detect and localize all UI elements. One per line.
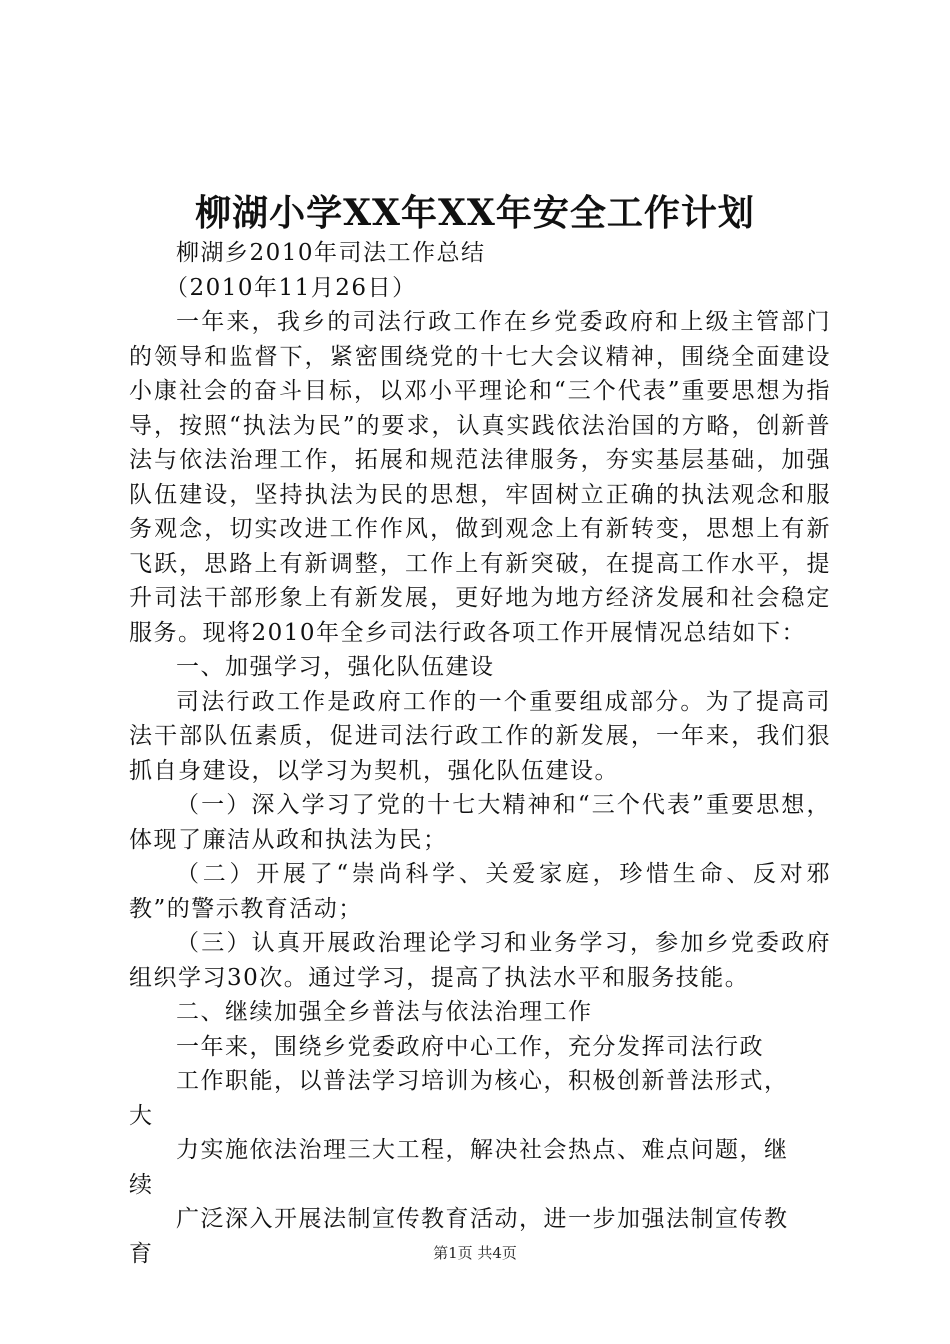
document-title: 柳湖小学XX年XX年安全工作计划	[195, 192, 755, 234]
section-2-hanging-line	[129, 1133, 831, 1202]
list-item-2: （二）开展了“崇尚科学、关爱家庭，珍惜生命、反对邪教”的警示教育活动；	[129, 861, 831, 922]
document-body	[129, 236, 831, 1271]
hanging-line-text: 力实施依法治理三大工程，解决社会热点、难点问题，继	[176, 1137, 789, 1163]
list-item-3: （三）认真开展政治理论学习和业务学习，参加乡党委政府组织学习30次。通过学习，提高了执法水平和服务技能。	[129, 930, 831, 991]
hanging-line-tail: 续	[129, 1171, 154, 1198]
section-heading-1: 一、加强学习，强化队伍建设	[176, 654, 495, 680]
list-item-1: （一）深入学习了党的十七大精神和“三个代表”重要思想，体现了廉洁从政和执法为民；	[129, 792, 831, 853]
page-number-footer: 第1页 共4页	[433, 1244, 517, 1262]
hanging-line-tail: 大	[129, 1102, 154, 1129]
section-2-hanging-line	[129, 1064, 831, 1133]
report-date: （2010年11月26日）	[165, 274, 417, 301]
hanging-line-text: 工作职能，以普法学习培训为核心，积极创新普法形式，	[176, 1068, 789, 1094]
hanging-line-text: 广泛深入开展法制宣传教育活动，进一步加强法制宣传教	[176, 1206, 789, 1232]
hanging-line-tail: 育	[129, 1240, 154, 1267]
section-1-paragraph: 司法行政工作是政府工作的一个重要组成部分。为了提高司法干部队伍素质，促进司法行政工作的新发展，一年来，我们狠抓自身建设，以学习为契机，强化队伍建设。	[129, 688, 831, 784]
subtitle-heading: 柳湖乡2010年司法工作总结	[176, 240, 486, 266]
section-heading-2: 二、继续加强全乡普法与依法治理工作	[176, 999, 593, 1025]
section-2-line: 一年来，围绕乡党委政府中心工作，充分发挥司法行政	[176, 1033, 764, 1060]
intro-paragraph: 一年来，我乡的司法行政工作在乡党委政府和上级主管部门的领导和监督下，紧密围绕党的十七大会议精神，围绕全面建设小康社会的奋斗目标，以邓小平理论和“三个代表”重要思想为指导，按照“执法为民”的要求，认真实践依法治国的方略，创新普法与依法治理工作，拓展和规范法律服务，夯实基层基础，加强队伍建设，坚持执法为民的思想，牢固树立正确的执法观念和服务观念，切实改进工作作风，做到观念上有新转变，思想上有新飞跃，思路上有新调整，工作上有新突破，在提高工作水平，提升司法干部形象上有新发展，更好地为地方经济发展和社会稳定服务。现将2010年全乡司法行政各项工作开展情况总结如下：	[129, 309, 831, 646]
